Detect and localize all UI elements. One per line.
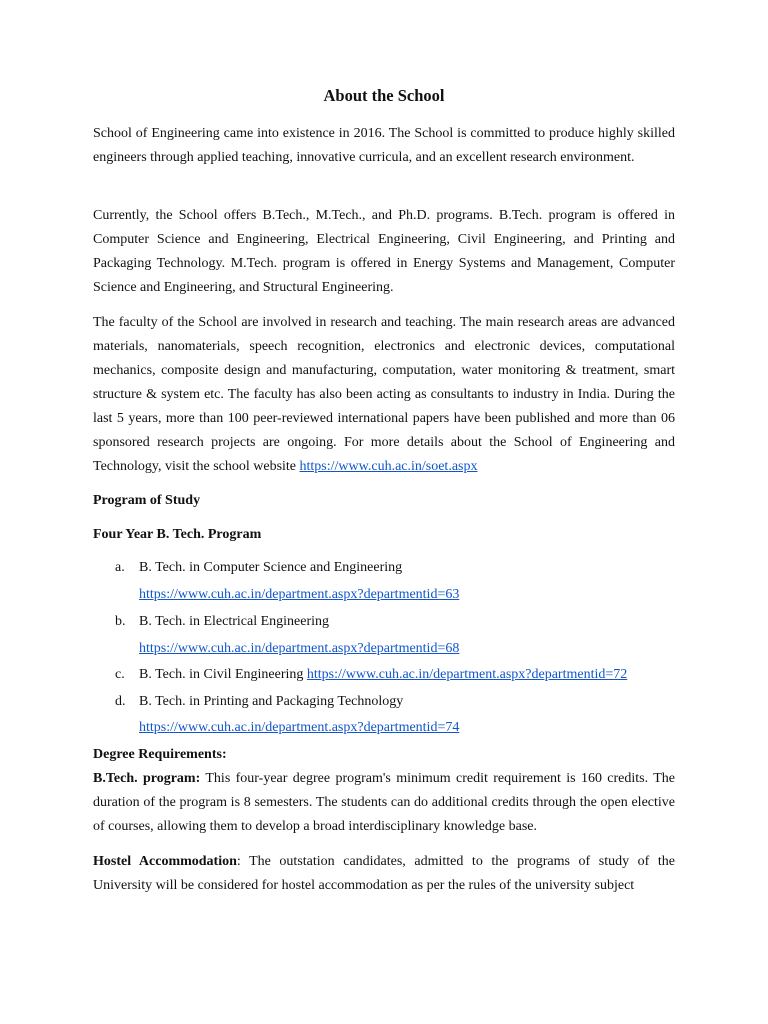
programs-paragraph: Currently, the School offers B.Tech., M.Tech., and Ph.D. programs. B.Tech. program is offered in Computer Science and Engineering, Electrical Engineering, Civil Engineering, and Printing and Packaging Technology. M.Tech. program is offered in Energy Systems and Management, Computer Science and Engineering, and Structural Engineering. — [93, 208, 675, 295]
degree-lead: B.Tech. program: — [93, 771, 201, 786]
hostel-paragraph — [93, 850, 675, 898]
four-year-program-heading: Four Year B. Tech. Program — [93, 527, 262, 542]
intro-paragraph: School of Engineering came into existence in 2016. The School is committed to produce highly skilled engineers through applied teaching, innovative curricula, and an excellent research environment. — [93, 126, 675, 165]
school-website-link[interactable]: https://www.cuh.ac.in/soet.aspx — [299, 459, 478, 474]
degree-requirements-heading: Degree Requirements: — [93, 747, 227, 762]
program-link-d — [139, 716, 459, 740]
program-item-d — [115, 690, 403, 714]
faculty-paragraph — [93, 311, 675, 479]
program-of-study-heading: Program of Study — [93, 493, 201, 508]
department-link[interactable]: https://www.cuh.ac.in/department.aspx?departmentid=72 — [306, 667, 628, 682]
page-title: About the School — [323, 86, 445, 105]
degree-paragraph — [93, 767, 675, 839]
program-item-b — [115, 610, 329, 634]
program-label: B. Tech. in Electrical Engineering — [139, 614, 330, 629]
program-label: B. Tech. in Civil Engineering — [139, 667, 307, 682]
program-label: B. Tech. in Printing and Packaging Technology — [139, 694, 404, 709]
department-link[interactable]: https://www.cuh.ac.in/department.aspx?departmentid=74 — [139, 720, 460, 735]
list-marker: b. — [115, 614, 126, 629]
department-link[interactable]: https://www.cuh.ac.in/department.aspx?departmentid=68 — [139, 641, 460, 656]
program-label: B. Tech. in Computer Science and Engineering — [139, 560, 403, 575]
program-item-c — [115, 663, 627, 687]
list-marker: d. — [115, 694, 126, 709]
department-link[interactable]: https://www.cuh.ac.in/department.aspx?departmentid=63 — [139, 587, 460, 602]
faculty-paragraph-text: The faculty of the School are involved in research and teaching. The main research areas are advanced materials, nanomaterials, speech recognition, electronics and electronic devices, computational mechanics, composite design and manufacturing, computation, water monitoring & treatment, smart structure & system etc. The faculty has also been acting as consultants to industry in India. During the last 5 years, more than 100 peer-reviewed international papers have been published and more than 06 sponsored research projects are ongoing. For more details about the School of Engineering and Technology, visit the school website — [93, 315, 675, 474]
degree-text: This four-year degree program's minimum credit requirement is 160 credits. The duration of the program is 8 semesters. The students can do additional credits through the open elective of courses, allowing them to develop a broad interdisciplinary knowledge base. — [93, 771, 676, 834]
program-item-a — [115, 556, 402, 580]
hostel-lead: Hostel Accommodation — [93, 854, 237, 869]
program-link-b — [139, 637, 459, 661]
list-marker: c. — [115, 667, 125, 682]
program-link-a — [139, 583, 459, 607]
list-marker: a. — [115, 560, 125, 575]
hostel-text: : The outstation candidates, admitted to the programs of study of the University will be considered for hostel accommodation as per the rules of the university subject — [93, 854, 675, 893]
